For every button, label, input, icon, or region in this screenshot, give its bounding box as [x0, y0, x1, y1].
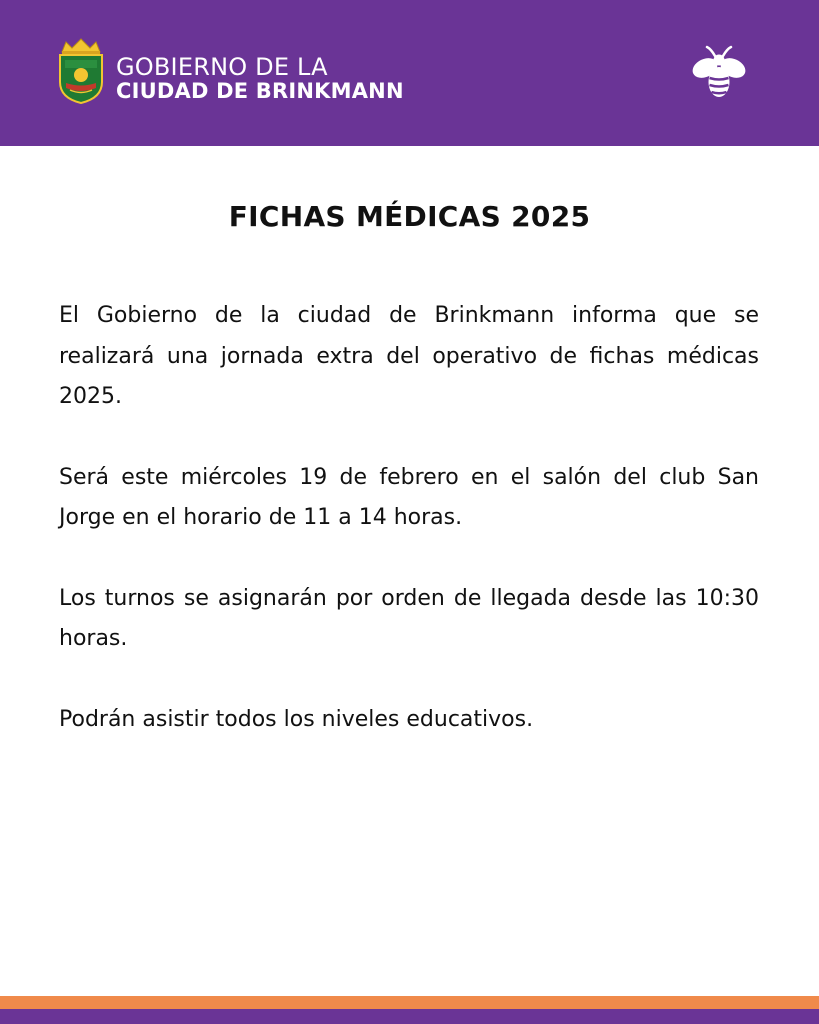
organization-name	[116, 55, 404, 102]
paragraph-date-location: Será este miércoles 19 de febrero en el salón del club San Jorge en el horario de 11 a 14 horas.	[59, 464, 759, 530]
document-title: FICHAS MÉDICAS 2025	[228, 200, 591, 233]
announcement-body	[59, 296, 759, 780]
footer-stripe-orange	[0, 996, 819, 1009]
paragraph-levels: Podrán asistir todos los niveles educativos.	[59, 706, 534, 732]
paragraph-turns: Los turnos se asignarán por orden de llegada desde las 10:30 horas.	[59, 585, 759, 651]
paragraph-intro: El Gobierno de la ciudad de Brinkmann informa que se realizará una jornada extra del operativo de fichas médicas 2025.	[59, 303, 759, 409]
header-banner	[0, 0, 819, 146]
bee-icon	[688, 42, 750, 104]
org-name-line2: CIUDAD DE BRINKMANN	[116, 79, 404, 103]
city-crest-icon	[56, 38, 106, 104]
org-name-line1: GOBIERNO DE LA	[116, 53, 328, 81]
footer-stripe-purple	[0, 1009, 819, 1024]
